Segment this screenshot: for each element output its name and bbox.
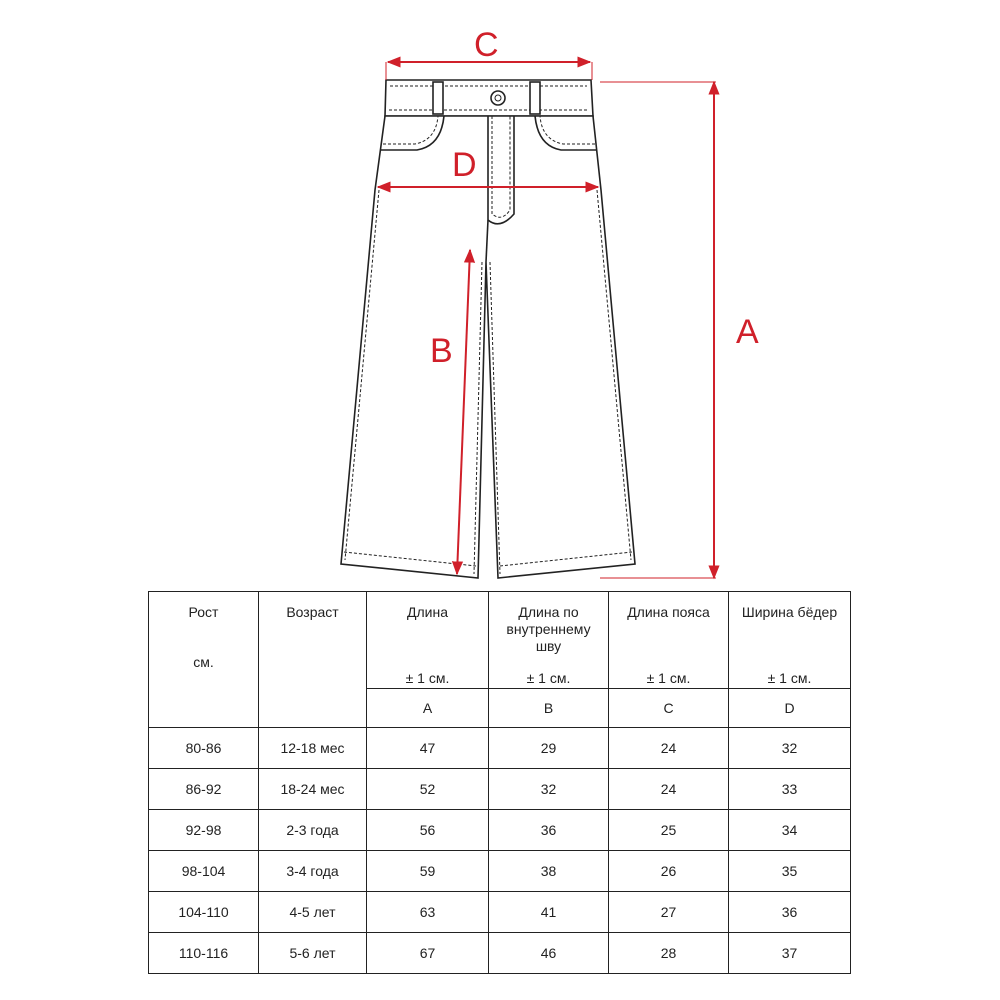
cell-height: 86-92: [149, 769, 259, 810]
cell-height: 98-104: [149, 851, 259, 892]
cell-height: 92-98: [149, 810, 259, 851]
header-length-tolerance: ± 1 см.: [405, 670, 450, 686]
cell-b: 46: [489, 933, 609, 974]
cell-age: 2-3 года: [259, 810, 367, 851]
belt-loop-right: [530, 82, 540, 114]
cell-c: 24: [609, 728, 729, 769]
size-table: [148, 591, 851, 974]
cell-b: 36: [489, 810, 609, 851]
dimension-label-c: C: [474, 26, 499, 64]
cell-b: 38: [489, 851, 609, 892]
table-row: [149, 728, 851, 769]
cell-b: 41: [489, 892, 609, 933]
cell-d: 37: [729, 933, 851, 974]
header-height-unit: см.: [193, 654, 214, 670]
cell-c: 25: [609, 810, 729, 851]
belt-loop-left: [433, 82, 443, 114]
cell-a: 47: [367, 728, 489, 769]
cell-height: 110-116: [149, 933, 259, 974]
header-letter-a: A: [367, 689, 489, 728]
header-inseam-tolerance: ± 1 см.: [526, 670, 571, 686]
table-row: [149, 933, 851, 974]
cell-age: 18-24 мес: [259, 769, 367, 810]
dimension-label-d: D: [452, 146, 477, 184]
cell-d: 36: [729, 892, 851, 933]
header-height-title: Рост: [188, 604, 219, 620]
cell-c: 27: [609, 892, 729, 933]
dimension-label-a: A: [736, 313, 759, 351]
header-waist-title: Длина пояса: [627, 604, 710, 620]
table-header-row: [149, 592, 851, 689]
header-waist-tolerance: ± 1 см.: [646, 670, 691, 686]
cell-a: 56: [367, 810, 489, 851]
header-age-title: Возраст: [286, 604, 339, 620]
cell-d: 33: [729, 769, 851, 810]
cell-d: 35: [729, 851, 851, 892]
header-hips-tolerance: ± 1 см.: [767, 670, 812, 686]
cell-c: 24: [609, 769, 729, 810]
header-height: [149, 592, 259, 728]
cell-age: 3-4 года: [259, 851, 367, 892]
header-length-title: Длина: [407, 604, 448, 620]
cell-a: 59: [367, 851, 489, 892]
cell-age: 5-6 лет: [259, 933, 367, 974]
header-age: [259, 592, 367, 728]
cell-a: 67: [367, 933, 489, 974]
table-row: [149, 892, 851, 933]
header-length: [367, 592, 489, 689]
cell-c: 28: [609, 933, 729, 974]
cell-b: 32: [489, 769, 609, 810]
waistband: [385, 80, 593, 116]
table-row: [149, 851, 851, 892]
cell-c: 26: [609, 851, 729, 892]
header-inseam-title: Длина по внутреннему шву: [506, 604, 591, 654]
header-inseam: [489, 592, 609, 689]
cell-a: 52: [367, 769, 489, 810]
cell-a: 63: [367, 892, 489, 933]
cell-d: 32: [729, 728, 851, 769]
header-letter-c: C: [609, 689, 729, 728]
pants-illustration: [341, 80, 635, 578]
header-hips-title: Ширина бёдер: [741, 604, 838, 620]
button-icon: [491, 91, 505, 105]
table-row: [149, 810, 851, 851]
header-waist: [609, 592, 729, 689]
cell-d: 34: [729, 810, 851, 851]
header-letter-b: B: [489, 689, 609, 728]
dimension-label-b: B: [430, 332, 453, 370]
cell-height: 80-86: [149, 728, 259, 769]
cell-age: 12-18 мес: [259, 728, 367, 769]
header-hips: [729, 592, 851, 689]
table-row: [149, 769, 851, 810]
cell-height: 104-110: [149, 892, 259, 933]
header-letter-d: D: [729, 689, 851, 728]
cell-age: 4-5 лет: [259, 892, 367, 933]
cell-b: 29: [489, 728, 609, 769]
